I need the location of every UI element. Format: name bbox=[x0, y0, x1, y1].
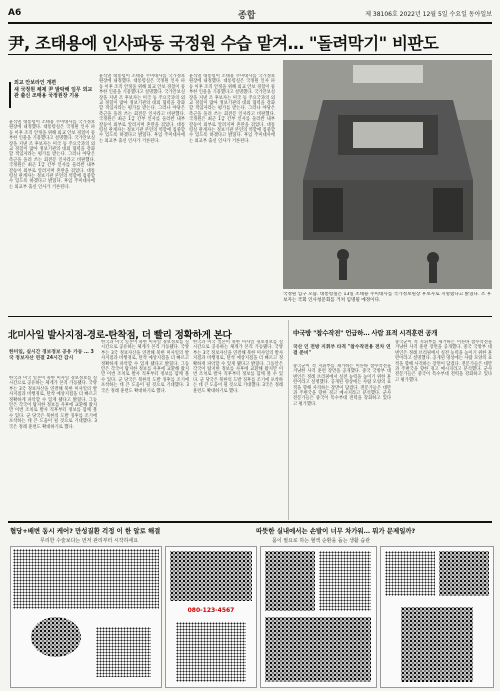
ad-panel-4 bbox=[380, 546, 494, 688]
article3-headline: 中국방 "참수작전" 언급하… 사람 표적 시격훈련 공개 bbox=[293, 329, 438, 337]
ad-headline-left: 혈당+배변 동시 케어? 만성질환 걱정 이 한 알로 해결 bbox=[10, 527, 161, 535]
ad-image-2 bbox=[31, 617, 81, 657]
article1-body-col3: 윤석열 대통령이 조태용 주미대사를 국가정보원장에 내정했다. 대통령실은 국정원 인사 파동 이후 조직 안정을 위해 외교 안보 경험이 풍부한 인물을 기용했다고 설명했다. 국가안보실장을 지낸 조 후보자는 미국 등 주요국과의 외교 경험이 많아 정보기관의 대외 협력을 강화할 적임자라는 평가를 받는다. 그러나 야당은 측근을 돌려 쓰는 회전문 인사라고 비판했다. 국정원은 최근 1급 간부 인사를 둘러싼 내부 갈등이 외부로 알려지며 혼란을 겪었다. 대통령실 관계자는 정보기관 본연의 역할에 집중할 수 있도록 하겠다고 밝혔다. 후임 주미대사에는 외교부 출신 인사가 거론된다. bbox=[189, 74, 275, 144]
ad-image-1 bbox=[13, 549, 159, 609]
ad-sub-right: 몸이 필요로 하는 혈액 순환을 돕는 생활 습관 bbox=[272, 538, 371, 544]
article2-lede: 한미일, 실시간 경보정보 공유 가동 … 3국 정보자산 연결 24시간 감시 bbox=[9, 350, 94, 362]
article1-photo-caption: 국정원 입구 모습. 대통령실은 13일 조태용 주미대사를 국가정보원장 후보자로 지명했다고 밝혔다. 조 후보자는 국회 인사청문회를 거쳐 임명될 예정이다. bbox=[283, 292, 492, 303]
ad-image-10 bbox=[439, 551, 489, 596]
building-photo-graphic bbox=[283, 60, 492, 289]
ad-separator bbox=[8, 521, 492, 523]
article1-headline: 尹, 조태용에 인사파동 국정원 수습 맡겨… "돌려막기" 비판도 bbox=[8, 34, 439, 53]
page-header bbox=[8, 8, 492, 24]
ad-sub-left: 무리한 수술보다는 먼저 관리부터 시작하세요 bbox=[40, 538, 139, 544]
page-number: A6 bbox=[8, 8, 22, 18]
article3-body-col2: 중국군이 적 지휘부를 제거하는 이른바 참수작전을 겨냥한 사격 훈련 장면을 공개했다. 중국 국방부 대변인은 정례 브리핑에서 실전 능력을 높이기 위한 훈련이라고 설명했다. 공개된 영상에는 사람 모양의 표적을 향해 사격하는 장면이 담겼다. 전문가들은 대만과 주변국을 향한 경고 메시지라고 분석했다. 군사 전문가들은 중국이 특수부대 전력을 강화하고 있다고 평가했다. bbox=[395, 340, 492, 383]
ad-headline-right: 따뜻한 실내에서는 손발이 너무 차가워… 뭐가 문제일까? bbox=[256, 527, 416, 535]
ad-image-5 bbox=[176, 622, 246, 682]
ad-image-4 bbox=[170, 551, 252, 601]
lede-bar bbox=[9, 82, 11, 108]
article1-lede: 외교 안보라인 개편 새 국정원 체제 尹 발탁해 임무 외교관 출신 조태용 국정원장 기용 bbox=[14, 80, 93, 99]
ad-image-3 bbox=[96, 627, 151, 677]
article2-body-col2: 한국과 미국 일본이 북한 미사일 경보정보를 실시간으로 공유하는 체계가 본격 가동됐다. 국방부는 3국 정보자산을 연결해 북한 미사일의 발사지점과 비행경로, 탄착 예상지점을 더 빠르고 정확하게 파악할 수 있게 됐다고 밝혔다. 그동안은 각국이 탐지한 정보를 사후에 교환해 왔지만 이번 조치로 발사 직후부터 정보를 함께 볼 수 있다. 군 당국은 북한의 도발 징후를 조기에 포착하는 데 큰 도움이 될 것으로 기대했다. 3국은 정례 훈련도 확대하기로 했다. bbox=[101, 340, 189, 394]
ad-panel-2 bbox=[165, 546, 257, 688]
ad-panel-1 bbox=[10, 546, 162, 688]
column-divider bbox=[288, 320, 289, 520]
issue-info: 제 38106호 2022년 12월 5일 수요일 동아일보 bbox=[365, 11, 492, 18]
article1-body-col2: 윤석열 대통령이 조태용 주미대사를 국가정보원장에 내정했다. 대통령실은 국정원 인사 파동 이후 조직 안정을 위해 외교 안보 경험이 풍부한 인물을 기용했다고 설명했다. 국가안보실장을 지낸 조 후보자는 미국 등 주요국과의 외교 경험이 많아 정보기관의 대외 협력을 강화할 적임자라는 평가를 받는다. 그러나 야당은 측근을 돌려 쓰는 회전문 인사라고 비판했다. 국정원은 최근 1급 간부 인사를 둘러싼 내부 갈등이 외부로 알려지며 혼란을 겪었다. 대통령실 관계자는 정보기관 본연의 역할에 집중할 수 있도록 하겠다고 밝혔다. 후임 주미대사에는 외교부 출신 인사가 거론된다. bbox=[99, 74, 185, 144]
ad-image-8 bbox=[265, 617, 371, 682]
ad-image-6 bbox=[265, 551, 315, 611]
article1-body-col1: 윤석열 대통령이 조태용 주미대사를 국가정보원장에 내정했다. 대통령실은 국정원 인사 파동 이후 조직 안정을 위해 외교 안보 경험이 풍부한 인물을 기용했다고 설명했다. 국가안보실장을 지낸 조 후보자는 미국 등 주요국과의 외교 경험이 많아 정보기관의 대외 협력을 강화할 적임자라는 평가를 받는다. 그러나 야당은 측근을 돌려 쓰는 회전문 인사라고 비판했다. 국정원은 최근 1급 간부 인사를 둘러싼 내부 갈등이 외부로 알려지며 혼란을 겪었다. 대통령실 관계자는 정보기관 본연의 역할에 집중할 수 있도록 하겠다고 밝혔다. 후임 주미대사에는 외교부 출신 인사가 거론된다. bbox=[9, 120, 95, 190]
section-rule-2 bbox=[8, 316, 492, 317]
ad-panel-3 bbox=[260, 546, 377, 688]
article3-lede: 국산 인 전방 지휘부 타격 "참수작전용 전차 연결 준비" bbox=[293, 345, 391, 357]
headline-rule bbox=[8, 54, 492, 55]
section-name: 종합 bbox=[238, 11, 256, 21]
article3-body-col1: 중국군이 적 지휘부를 제거하는 이른바 참수작전을 겨냥한 사격 훈련 장면을 공개했다. 중국 국방부 대변인은 정례 브리핑에서 실전 능력을 높이기 위한 훈련이라고 설명했다. 공개된 영상에는 사람 모양의 표적을 향해 사격하는 장면이 담겼다. 전문가들은 대만과 주변국을 향한 경고 메시지라고 분석했다. 군사 전문가들은 중국이 특수부대 전력을 강화하고 있다고 평가했다. bbox=[293, 364, 391, 407]
article2-headline: 北미사일 발사지점-경로-탄착점, 더 빨리 정확하게 본다 bbox=[8, 330, 232, 341]
ad-image-11 bbox=[401, 607, 473, 682]
article1-photo bbox=[283, 60, 492, 289]
ad-image-9 bbox=[385, 551, 435, 596]
ad-phone: 080-123-4567 bbox=[187, 607, 235, 614]
article2-body-col3: 한국과 미국 일본이 북한 미사일 경보정보를 실시간으로 공유하는 체계가 본격 가동됐다. 국방부는 3국 정보자산을 연결해 북한 미사일의 발사지점과 비행경로, 탄착 예상지점을 더 빠르고 정확하게 파악할 수 있게 됐다고 밝혔다. 그동안은 각국이 탐지한 정보를 사후에 교환해 왔지만 이번 조치로 발사 직후부터 정보를 함께 볼 수 있다. 군 당국은 북한의 도발 징후를 조기에 포착하는 데 큰 도움이 될 것으로 기대했다. 3국은 정례 훈련도 확대하기로 했다. bbox=[193, 340, 283, 394]
article2-body-col1: 한국과 미국 일본이 북한 미사일 경보정보를 실시간으로 공유하는 체계가 본격 가동됐다. 국방부는 3국 정보자산을 연결해 북한 미사일의 발사지점과 비행경로, 탄착 예상지점을 더 빠르고 정확하게 파악할 수 있게 됐다고 밝혔다. 그동안은 각국이 탐지한 정보를 사후에 교환해 왔지만 이번 조치로 발사 직후부터 정보를 함께 볼 수 있다. 군 당국은 북한의 도발 징후를 조기에 포착하는 데 큰 도움이 될 것으로 기대했다. 3국은 정례 훈련도 확대하기로 했다. bbox=[9, 376, 97, 430]
ad-image-7 bbox=[319, 551, 371, 611]
